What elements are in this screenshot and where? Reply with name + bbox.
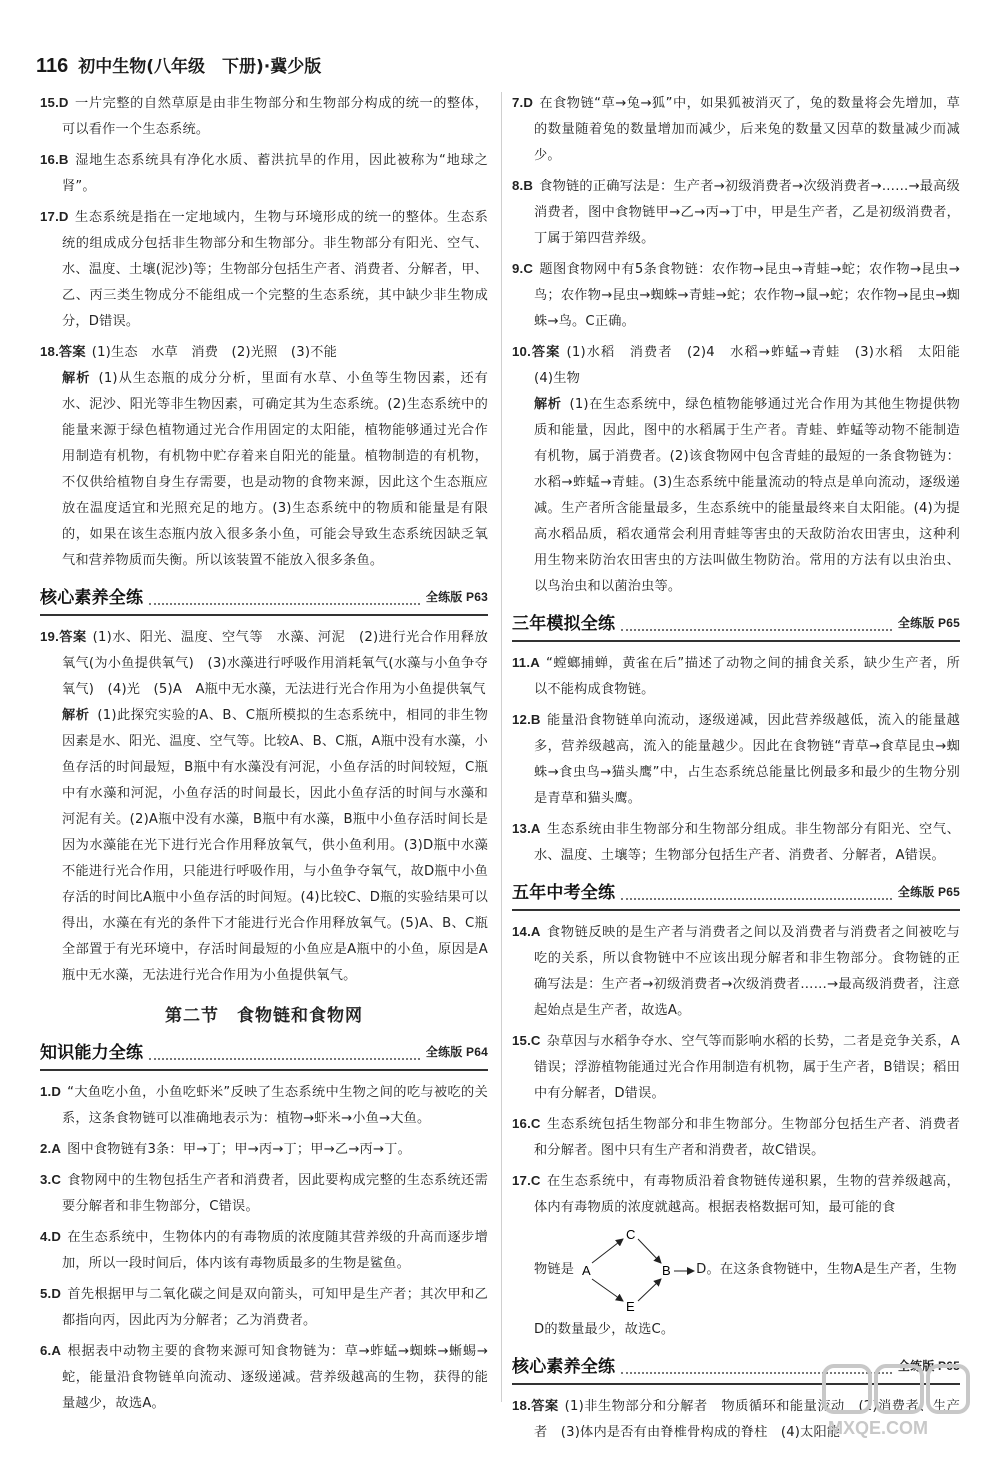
answer-text: (1)非生物部分和分解者 物质循环和能量流动 (2)消费者、生产者 (3)体内是否有由脊椎骨构成的脊柱 (4)太阳能 <box>534 1399 960 1440</box>
answer-text: 湿地生态系统具有净化水质、蓄洪抗旱的作用，因此被称为“地球之肾”。 <box>62 153 488 194</box>
answer-item <box>40 90 488 143</box>
answer-paragraph <box>40 1338 488 1417</box>
section-heading-knowledge <box>40 1039 488 1071</box>
answer-number: 8.B <box>512 178 534 193</box>
diagram-tail-text: 。在这条食物链中，生物A是生产者，生物 <box>706 1262 957 1277</box>
arrow-a-e <box>592 1279 623 1301</box>
answer-text: 杂草因与水稻争夺水、空气等而影响水稻的长势，二者是竞争关系，A错误；浮游植物能通过光合作用制造有机物，属于生产者，B错误；稻田中有分解者，D错误。 <box>534 1034 960 1101</box>
answer-paragraph <box>512 707 960 812</box>
answer-item <box>512 256 960 335</box>
answer-paragraph <box>512 1111 960 1164</box>
answer-number: 14.A <box>512 924 541 939</box>
answer-text: 在生态系统中，有毒物质沿着食物链传递积累，生物的营养级越高，体内有毒物质的浓度就越高。根据表格数据可知，最可能的食 <box>534 1174 960 1215</box>
answer-paragraph <box>40 147 488 200</box>
analysis-text: (1)从生态瓶的成分分析，里面有水草、小鱼等生物因素，还有水、泥沙、阳光等非生物因素，可确定其为生态系统。(2)生态系统中的能量来源于绿色植物通过光合作用固定的太阳能，植物能够通过光合作用制造有机物，有机物中贮存着来自阳光的能量。植物制造的有机物，不仅供给植物自身生存需要，也是动物的食物来源，因此这个生态瓶应放在温度适宜和光照充足的地方。(3)生态系统中的物质和能量是有限的，如果在该生态瓶内放入很多条小鱼，可能会导致生态系统因缺乏氧气和营养物质而失衡。所以该装置不能放入很多条鱼。 <box>62 371 488 568</box>
node-a: A <box>582 1263 592 1278</box>
section-page-ref: 全练版 P65 <box>897 1359 960 1373</box>
dotted-leader <box>621 629 892 631</box>
answer-item <box>512 1168 960 1221</box>
answer-list-c <box>512 90 960 335</box>
answer-paragraph <box>40 90 488 143</box>
answer-item <box>512 1028 960 1107</box>
answer-text: 题图食物网中有5条食物链：农作物→昆虫→青蛙→蛇；农作物→昆虫→鸟；农作物→昆虫→蜘蛛→青蛙→蛇；农作物→鼠→蛇；农作物→昆虫→蜘蛛→鸟。C正确。 <box>534 262 960 329</box>
arrow-c-b <box>638 1239 661 1263</box>
section-heading-three-year <box>512 610 960 642</box>
answer-text: 生态系统由非生物部分和生物部分组成。非生物部分有阳光、空气、水、温度、土壤等；生物部分包括生产者、消费者、分解者，A错误。 <box>534 822 960 863</box>
answer-item <box>40 204 488 335</box>
answer-paragraph <box>40 1136 488 1163</box>
answer-paragraph <box>40 1224 488 1277</box>
answer-item <box>512 650 960 703</box>
answer-item <box>40 1224 488 1277</box>
section-heading-five-year <box>512 879 960 911</box>
node-d: D <box>696 1262 707 1277</box>
answer-text: (1)生态 水草 消费 (2)光照 (3)不能 <box>91 345 337 360</box>
answer-list-b <box>40 1079 488 1417</box>
answer-item <box>40 1281 488 1334</box>
answer-text: “螳螂捕蝉，黄雀在后”描述了动物之间的捕食关系，缺少生产者，所以不能构成食物链。 <box>534 656 960 697</box>
answer-number: 5.D <box>40 1286 62 1301</box>
answer-text: 图中食物链有3条：甲→丁；甲→丙→丁；甲→乙→丙→丁。 <box>67 1142 411 1157</box>
section-title: 核心素养全练 <box>512 1357 616 1377</box>
answer-paragraph <box>512 90 960 169</box>
answer-number: 6.A <box>40 1343 62 1358</box>
answer-item <box>40 1079 488 1132</box>
section-title: 核心素养全练 <box>40 588 144 608</box>
answer-number: 11.A <box>512 655 540 670</box>
answer-paragraph <box>512 173 960 252</box>
answer-item <box>512 707 960 812</box>
answer-list-a <box>40 90 488 335</box>
answer-item <box>512 90 960 169</box>
answer-paragraph <box>512 1028 960 1107</box>
chapter-title: 第二节 食物链和食物网 <box>165 1006 363 1026</box>
column-divider <box>501 92 502 1402</box>
answer-item <box>40 1136 488 1163</box>
answer-item <box>512 816 960 869</box>
answer-item <box>512 1111 960 1164</box>
section-title: 三年模拟全练 <box>512 614 616 634</box>
section-page-ref: 全练版 P65 <box>897 885 960 899</box>
section-page-ref: 全练版 P63 <box>425 590 488 604</box>
answer-item-10 <box>512 339 974 600</box>
answer-text: 能量沿食物链单向流动，逐级递减，因此营养级越低，流入的能量越多，营养级越高，流入的能量越少。因此在食物链“青草→食草昆虫→蜘蛛→食虫鸟→猫头鹰”中，占生态系统总能量比例最多和最少的生物分别是青草和猫头鹰。 <box>534 713 960 806</box>
diagram-lead-text: 物链是 <box>534 1262 575 1277</box>
page-number: 116 <box>36 55 69 77</box>
answer-text: 在生态系统中，生物体内的有毒物质的浓度随其营养级的升高而逐步增加，所以一段时间后，体内该有毒物质最多的生物是鲨鱼。 <box>62 1230 488 1271</box>
answer-number: 1.D <box>40 1084 62 1099</box>
answer-number: 16.B <box>40 152 69 167</box>
answer-number: 3.C <box>40 1172 62 1187</box>
answer-number: 17.D <box>40 209 69 224</box>
answer-item-18 <box>40 339 488 574</box>
arrow-a-c <box>592 1239 623 1263</box>
answer-item-19 <box>40 624 488 989</box>
diagram-after-text: D的数量最少，故选C。 <box>534 1322 675 1337</box>
dotted-leader <box>149 603 420 605</box>
left-column <box>40 90 488 1421</box>
answer-text: 首先根据甲与二氧化碳之间是双向箭头，可知甲是生产者；其次甲和乙都指向丙，因此丙为分解者；乙为消费者。 <box>62 1287 488 1328</box>
answer-paragraph <box>512 1168 960 1221</box>
answer-number: 15.C <box>512 1033 541 1048</box>
analysis-label: 解析 <box>62 708 90 723</box>
answer-text: 生态系统包括生物部分和非生物部分。生物部分包括生产者、消费者和分解者。图中只有生产者和消费者，故C错误。 <box>534 1117 960 1158</box>
arrow-e-b <box>638 1279 661 1301</box>
answer-paragraph <box>40 1281 488 1334</box>
food-chain-diagram <box>576 1225 696 1315</box>
answer-text: (1)水、阳光、温度、空气等 水藻、河泥 (2)进行光合作用释放氧气(为小鱼提供氧气) (3)水藻进行呼吸作用消耗氧气(水藻与小鱼争夺氧气) (4)光 (5)A A瓶中无水藻，无法进行光合作用为小鱼提供氧气 <box>62 630 488 697</box>
answer-number: 16.C <box>512 1116 541 1131</box>
answer-number: 18.答案 <box>40 344 86 359</box>
answer-text: 食物链反映的是生产者与消费者之间以及消费者与消费者之间被吃与吃的关系，所以食物链中不应该出现分解者和非生物部分。食物链的正确写法是：生产者→初级消费者→次级消费者……→最高级消费者，注意起始点是生产者，故选A。 <box>534 925 960 1018</box>
answer-number: 2.A <box>40 1141 62 1156</box>
answer-paragraph <box>512 816 960 869</box>
answer-number: 13.A <box>512 821 541 836</box>
page-header <box>36 52 321 80</box>
answer-text: (1)水稻 消费者 (2)4 水稻→蚱蜢→青蛙 (3)水稻 太阳能 (4)生物 <box>534 345 974 386</box>
answer-list-e <box>512 919 960 1221</box>
answer-paragraph <box>40 204 488 335</box>
answer-number: 17.C <box>512 1173 541 1188</box>
answer-number: 4.D <box>40 1229 62 1244</box>
answer-paragraph <box>40 1167 488 1220</box>
node-e: E <box>626 1299 636 1314</box>
answer-text: “大鱼吃小鱼，小鱼吃虾米”反映了生态系统中生物之间的吃与被吃的关系，这条食物链可以准确地表示为：植物→虾米→小鱼→大鱼。 <box>62 1085 488 1126</box>
section-page-ref: 全练版 P64 <box>425 1045 488 1059</box>
dotted-leader <box>621 898 892 900</box>
answer-paragraph <box>512 919 960 1024</box>
answer-paragraph <box>512 650 960 703</box>
answer-paragraph <box>40 1079 488 1132</box>
answer-number: 12.B <box>512 712 541 727</box>
answer-number: 18.答案 <box>512 1398 559 1413</box>
food-chain-diagram-row <box>512 1225 960 1315</box>
dotted-leader <box>149 1058 420 1060</box>
answer-item <box>512 173 960 252</box>
answer-text: 一片完整的自然草原是由非生物部分和生物部分构成的统一的整体，可以看作一个生态系统。 <box>62 96 488 137</box>
answer-text: 生态系统是指在一定地域内，生物与环境形成的统一的整体。生态系统的组成成分包括非生物部分和生物部分。非生物部分有阳光、空气、水、温度、土壤(泥沙)等；生物部分包括生产者、消费者、分解者，甲、乙、丙三类生物成分不能组成一个完整的生态系统，其中缺少非生物成分，D错误。 <box>62 210 488 329</box>
answer-list-d <box>512 650 960 869</box>
watermark-text: MXQE.COM <box>828 1418 929 1438</box>
answer-number: 7.D <box>512 95 534 110</box>
right-column <box>512 90 974 1450</box>
section-page-ref: 全练版 P65 <box>897 616 960 630</box>
analysis-text: (1)在生态系统中，绿色植物能够通过光合作用为其他生物提供物质和能量，因此，图中的水稻属于生产者。青蛙、蚱蜢等动物不能制造有机物，属于消费者。(2)该食物网中包含青蛙的最短的一条食物链为：水稻→蚱蜢→青蛙。(3)生态系统中能量流动的特点是单向流动，逐级递减。生产者所含能量最多，生态系统中的能量最终来自太阳能。(4)为提高水稻品质，稻农通常会利用青蛙等害虫的天敌防治农田害虫，这种利用生物来防治农田害虫的方法叫做生物防治。常用的方法有以虫治虫、以鸟治虫和以菌治虫等。 <box>534 397 960 594</box>
watermark-logo <box>816 1362 976 1442</box>
answer-item <box>512 919 960 1024</box>
section-title: 五年中考全练 <box>512 883 616 903</box>
answer-number: 15.D <box>40 95 69 110</box>
answer-item <box>40 1167 488 1220</box>
answer-paragraph <box>512 256 960 335</box>
node-b: B <box>662 1263 672 1278</box>
answer-text: 在食物链“草→兔→狐”中，如果狐被消灭了，兔的数量将会先增加，草的数量随着兔的数量增加而减少，后来兔的数量又因草的数量减少而减少。 <box>534 96 960 163</box>
answer-text: 食物网中的生物包括生产者和消费者，因此要构成完整的生态系统还需要分解者和非生物部分，C错误。 <box>62 1173 488 1214</box>
analysis-label: 解析 <box>62 371 91 386</box>
section-title: 知识能力全练 <box>40 1043 144 1063</box>
analysis-text: (1)此探究实验的A、B、C瓶所模拟的生态系统中，相同的非生物因素是水、阳光、温度、空气等。比较A、B、C瓶，A瓶中没有水藻，小鱼存活的时间最短，B瓶中有水藻没有河泥，小鱼存活的时间较短，C瓶中有水藻和河泥，小鱼存活的时间最长，因此小鱼存活的时间与水藻和河泥有关。(2)A瓶中没有水藻，B瓶中有水藻，B瓶中小鱼存活时间长是因为水藻能在光下进行光合作用释放氧气，供小鱼利用。(3)D瓶中水藻不能进行光合作用，只能进行呼吸作用，与小鱼争夺氧气，故D瓶中小鱼存活的时间比A瓶中小鱼存活的时间短。(4)比较C、D瓶的实验结果可以得出，水藻在有光的条件下才能进行光合作用释放氧气。(5)A、B、C瓶全部置于有光环境中，存活时间最短的小鱼应是A瓶中的小鱼，原因是A瓶中无水藻，无法进行光合作用为小鱼提供氧气。 <box>62 708 488 983</box>
node-c: C <box>626 1227 636 1242</box>
section-heading-core-literacy <box>40 584 488 616</box>
answer-text: 食物链的正确写法是：生产者→初级消费者→次级消费者→……→最高级消费者，图中食物链甲→乙→丙→丁中，甲是生产者，乙是初级消费者，丁属于第四营养级。 <box>534 179 960 246</box>
answer-number: 19.答案 <box>40 629 87 644</box>
analysis-label: 解析 <box>534 397 562 412</box>
answer-number: 10.答案 <box>512 344 561 359</box>
answer-item <box>40 147 488 200</box>
answer-text: 根据表中动物主要的食物来源可知食物链为：草→蚱蜢→蜘蛛→蜥蜴→蛇，能量沿食物链单向流动、逐级递减。营养级越高的生物，获得的能量越少，故选A。 <box>62 1344 488 1411</box>
answer-item <box>40 1338 488 1417</box>
book-title: 初中生物(八年级 下册)·冀少版 <box>78 57 322 77</box>
answer-number: 9.C <box>512 261 534 276</box>
